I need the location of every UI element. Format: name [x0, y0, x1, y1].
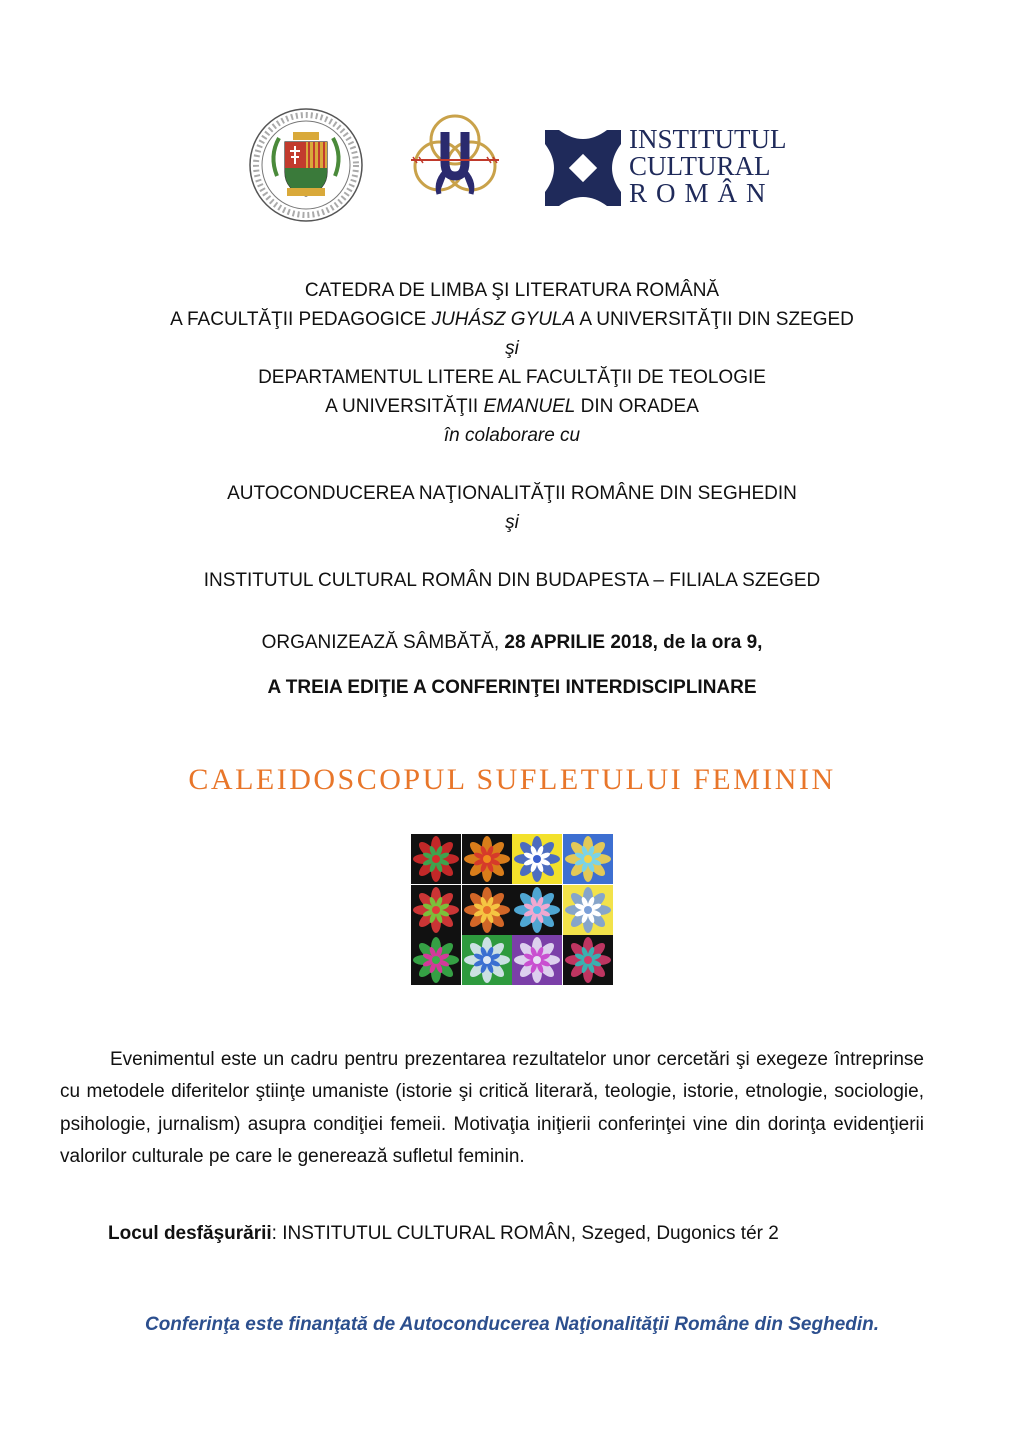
organizer-line-5: AUTOCONDUCEREA NAŢIONALITĂŢII ROMÂNE DIN SEGHEDIN	[227, 483, 797, 504]
organizer-line-4-italic: EMANUEL	[483, 396, 576, 417]
location-label: Locul desfăşurării	[108, 1223, 272, 1244]
organizer-line-2-italic: JUHÁSZ GYULA	[431, 309, 576, 330]
funding-note: Conferinţa este finanţată de Autoconducerea Naţionalităţii Române din Seghedin.	[144, 1314, 880, 1335]
event-description	[60, 1044, 924, 1174]
organizer-line-6: INSTITUTUL CULTURAL ROMÂN DIN BUDAPESTA – FILIALA SZEGED	[203, 570, 821, 591]
logo-strip	[0, 100, 1024, 230]
icr-line-3: ROMÂN	[629, 178, 775, 208]
organizers-block	[0, 276, 1024, 595]
icr-line-1: INSTITUTUL	[629, 124, 787, 154]
location-value: : INSTITUTUL CULTURAL ROMÂN, Szeged, Dugonics tér 2	[271, 1223, 779, 1244]
conference-title: CALEIDOSCOPUL SUFLETULUI FEMININ	[188, 763, 836, 796]
collaboration-note: în colaborare cu	[443, 425, 581, 446]
mosaic-tile	[563, 885, 613, 935]
conjunction-1: şi	[505, 338, 519, 359]
kaleidoscope-mosaic-image	[411, 834, 612, 986]
mosaic-tile	[462, 935, 512, 985]
description-paragraph: Evenimentul este un cadru pentru prezentarea rezultatelor unor cercetări şi exegeze întreprinse cu metodele diferitelor ştiinţe umaniste (istorie şi critică literară, teologie, istorie, etnologie, sociologie, psihologie, jurnalism) asupra condiţiei femeii. Motivaţia iniţierii conferinţei vine din dorinţa evidenţierii valorilor culturale pe care le generează sufletul feminin.	[60, 1049, 924, 1168]
mosaic-tile	[411, 885, 461, 935]
organizer-line-2-post: A UNIVERSITĂŢII DIN SZEGED	[575, 309, 854, 330]
organizer-line-4-pre: A UNIVERSITĂŢII	[325, 396, 484, 417]
mosaic-tile	[563, 834, 613, 884]
mosaic-tile	[563, 935, 613, 985]
mosaic-tile	[411, 834, 461, 884]
theology-faculty-emblem	[405, 110, 505, 198]
organizer-line-2-pre: A FACULTĂŢII PEDAGOGICE	[170, 309, 432, 330]
mosaic-tile	[512, 885, 562, 935]
conjunction-2: şi	[505, 512, 519, 533]
mosaic-tile	[411, 935, 461, 985]
mosaic-tile	[512, 834, 562, 884]
mosaic-tile	[462, 885, 512, 935]
icr-line-2: CULTURAL	[629, 151, 771, 181]
icr-cross-mark-icon	[545, 130, 621, 206]
organizer-line-2	[0, 305, 1024, 334]
university-seal-logo	[247, 106, 365, 224]
icr-logo	[545, 124, 785, 210]
mosaic-tile	[512, 935, 562, 985]
organizer-line-4-post: DIN ORADEA	[575, 396, 699, 417]
event-date-bold: 28 APRILIE 2018, de la ora 9,	[504, 632, 763, 653]
mosaic-tile	[462, 834, 512, 884]
organizer-line-4	[0, 392, 1024, 421]
event-date	[0, 628, 1024, 657]
organizer-line-1: CATEDRA DE LIMBA ŞI LITERATURA ROMÂNĂ	[304, 280, 720, 301]
event-location	[108, 1218, 779, 1250]
event-edition: A TREIA EDIŢIE A CONFERINŢEI INTERDISCIPLINARE	[267, 677, 757, 698]
event-date-pre: ORGANIZEAZĂ SÂMBĂTĂ,	[261, 632, 505, 653]
icr-wordmark	[629, 126, 786, 207]
organizer-line-3: DEPARTAMENTUL LITERE AL FACULTĂŢII DE TEOLOGIE	[258, 367, 766, 388]
